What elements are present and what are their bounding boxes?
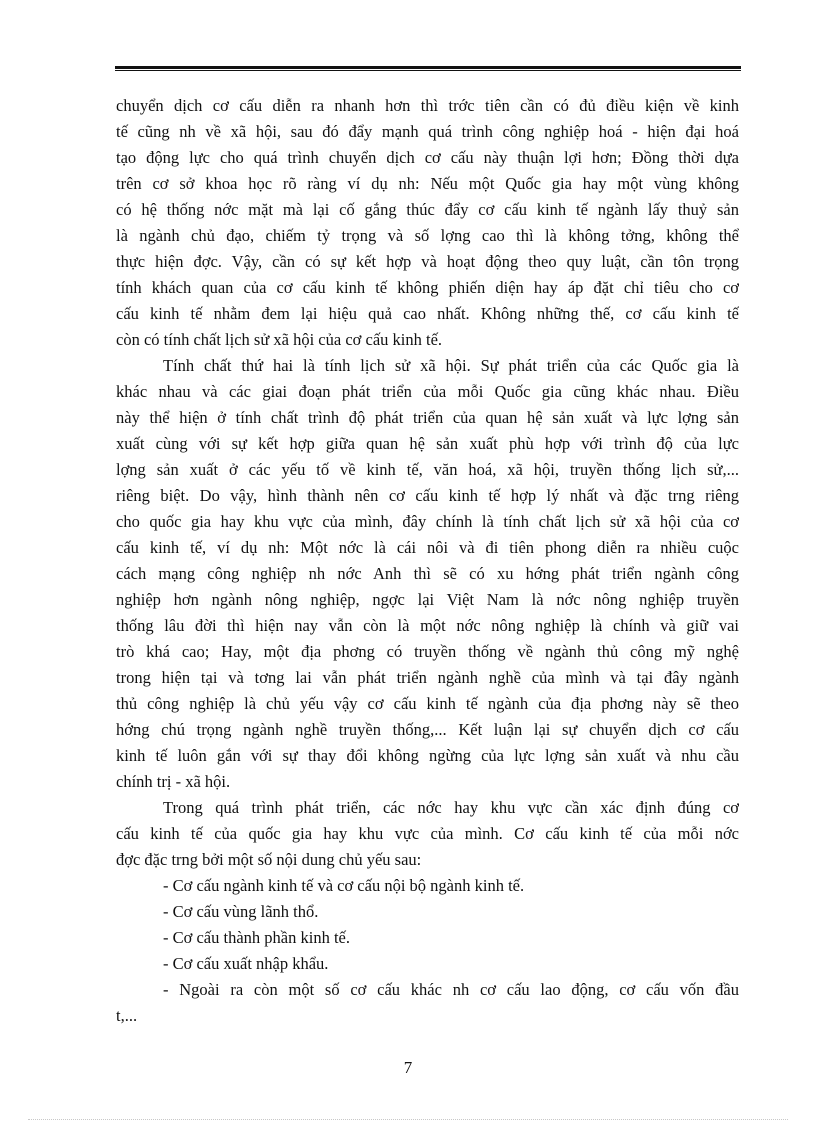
list-item: - Cơ cấu vùng lãnh thổ.	[163, 902, 319, 921]
text-line: nghiệp hơn ngành nông nghiệp, ngợc lại Việt Nam là nớc nông nghiệp truyền	[116, 590, 739, 609]
footer-dotted-rule	[28, 1119, 788, 1120]
paragraph-3	[116, 795, 739, 873]
structure-list	[116, 873, 739, 977]
body-text	[116, 93, 739, 1029]
list-item: - Cơ cấu thành phần kinh tế.	[163, 928, 350, 947]
text-line: xuất cùng với sự kết hợp giữa quan hệ sản xuất phù hợp với trình độ của lực	[116, 434, 739, 453]
text-line: tạo động lực cho quá trình chuyển dịch cơ cấu này thuận lợi hơn; Đồng thời dựa	[116, 148, 739, 167]
list-item: - Cơ cấu xuất nhập khẩu.	[163, 954, 329, 973]
text-line: Tính chất thứ hai là tính lịch sử xã hội. Sự phát triển của các Quốc gia là	[163, 356, 739, 375]
header-rule	[115, 66, 741, 71]
text-line: chính trị - xã hội.	[116, 772, 231, 791]
text-line: này thể hiện ở tính chất trình độ phát triển của quan hệ sản xuất và lực lợng sản	[116, 408, 739, 427]
text-line: khác nhau và các giai đoạn phát triển của mỗi Quốc gia cũng khác nhau. Điều	[116, 382, 739, 401]
text-line: cấu kinh tế, ví dụ nh: Một nớc là cái nôi và đi tiên phong diễn ra nhiều cuộc	[116, 538, 739, 557]
text-line: còn có tính chất lịch sử xã hội của cơ cấu kinh tế.	[116, 330, 443, 349]
text-line: cách mạng công nghiệp nh nớc Anh thì sẽ có xu hớng phát triển ngành công	[116, 564, 739, 583]
text-line: trên cơ sở khoa học rõ ràng ví dụ nh: Nếu một Quốc gia hay một vùng không	[116, 174, 739, 193]
text-line: có hệ thống nớc mặt mà lại cố gắng thúc đẩy cơ cấu kinh tế ngành lấy thuỷ sản	[116, 200, 739, 219]
text-line: t,...	[116, 1006, 138, 1025]
text-line: hớng chú trọng ngành nghề truyền thống,... Kết luận lại sự chuyển dịch cơ cấu	[116, 720, 739, 739]
text-line: - Ngoài ra còn một số cơ cấu khác nh cơ cấu lao động, cơ cấu vốn đầu	[163, 980, 739, 999]
paragraph-2	[116, 353, 739, 795]
text-line: Trong quá trình phát triển, các nớc hay khu vực cần xác định đúng cơ	[163, 798, 739, 817]
text-line: trong hiện tại và tơng lai vẫn phát triển ngành nghề của mình và tại đây ngành	[116, 668, 739, 687]
text-line: thực hiện đợc. Vậy, cần có sự kết hợp và hoạt động theo quy luật, cần tôn trọng	[116, 252, 739, 271]
text-line: kinh tế luôn gắn với sự thay đổi không ngừng của lực lợng sản xuất và nhu cầu	[116, 746, 739, 765]
text-line: cấu kinh tế của quốc gia hay khu vực của mình. Cơ cấu kinh tế của mỗi nớc	[116, 824, 739, 843]
text-line: là ngành chủ đạo, chiếm tỷ trọng và số lợng cao thì là không tởng, không thể	[116, 226, 739, 245]
text-line: tế cũng nh về xã hội, sau đó đẩy mạnh quá trình công nghiệp hoá - hiện đại hoá	[116, 122, 739, 141]
text-line: tính khách quan của cơ cấu kinh tế không phiến diện hay áp đặt chỉ tiêu cho cơ	[116, 278, 739, 297]
page-number: 7	[403, 1058, 413, 1077]
text-line: chuyển dịch cơ cấu diễn ra nhanh hơn thì trớc tiên cần có đủ điều kiện về kinh	[116, 96, 739, 115]
list-item: - Cơ cấu ngành kinh tế và cơ cấu nội bộ ngành kinh tế.	[163, 876, 525, 895]
text-line: riêng biệt. Do vậy, hình thành nên cơ cấu kinh tế hợp lý nhất và đặc trng riêng	[116, 486, 739, 505]
text-line: cấu kinh tế nhằm đem lại hiệu quả cao nhất. Không những thế, cơ cấu kinh tế	[116, 304, 739, 323]
text-line: lợng sản xuất ở các yếu tố về kinh tế, văn hoá, xã hội, truyền thống lịch sử,...	[116, 460, 739, 479]
text-line: trò khá cao; Hay, một địa phơng có truyền thống về ngành thủ công mỹ nghệ	[116, 642, 739, 661]
text-line: thủ công nghiệp là chủ yếu vậy cơ cấu kinh tế ngành của địa phơng này sẽ theo	[116, 694, 739, 713]
text-line: đợc đặc trng bởi một số nội dung chủ yếu sau:	[116, 850, 422, 869]
paragraph-4	[116, 977, 739, 1029]
paragraph-1	[116, 93, 739, 353]
text-line: thống lâu đời thì hiện nay vẫn còn là một nớc nông nghiệp là chính và giữ vai	[116, 616, 739, 635]
text-line: cho quốc gia hay khu vực của mình, đây chính là tính chất lịch sử xã hội của cơ	[116, 512, 739, 531]
